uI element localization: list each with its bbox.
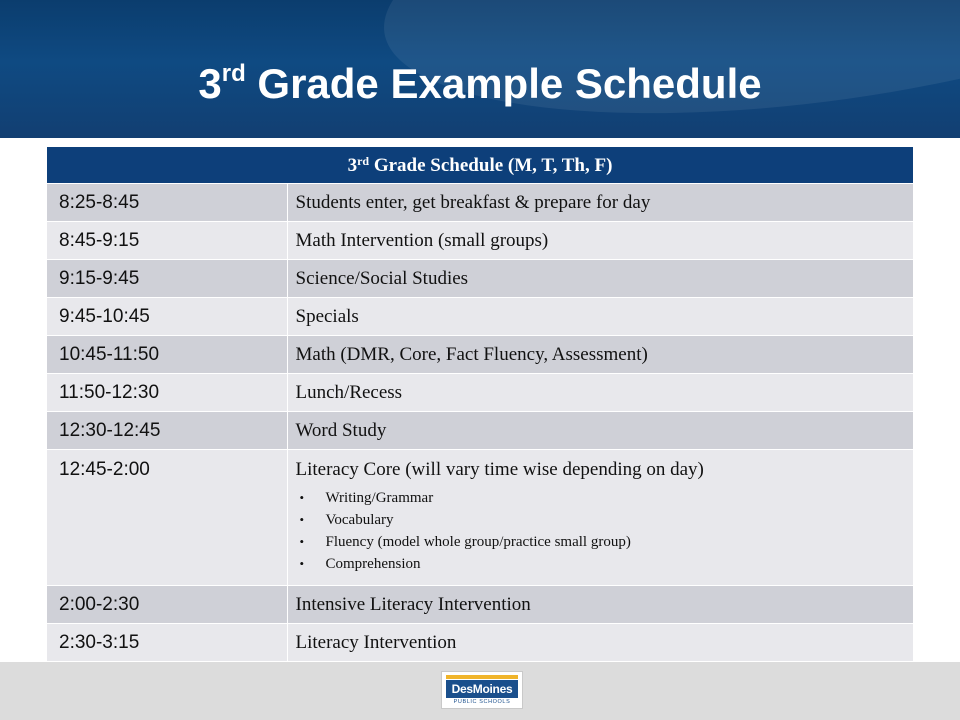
activity-text: Literacy Core (will vary time wise depending on day) xyxy=(295,459,704,480)
logo-gold-stripe xyxy=(446,675,518,679)
list-item: • Vocabulary xyxy=(296,509,913,531)
schedule-table-header: 3rd Grade Schedule (M, T, Th, F) xyxy=(47,147,913,184)
schedule-table xyxy=(47,147,914,661)
time-cell: 10:45-11:50 xyxy=(47,336,287,374)
time-cell: 9:45-10:45 xyxy=(47,298,287,336)
time-cell: 12:45-2:00 xyxy=(47,450,287,586)
activity-cell: Word Study xyxy=(287,412,913,450)
list-item: • Writing/Grammar xyxy=(296,487,913,509)
table-row xyxy=(47,184,913,222)
table-row xyxy=(47,412,913,450)
time-cell: 8:25-8:45 xyxy=(47,184,287,222)
table-row xyxy=(47,260,913,298)
list-item: • Comprehension xyxy=(296,553,913,575)
activity-subitems xyxy=(296,487,913,575)
table-row xyxy=(47,624,913,662)
table-row xyxy=(47,222,913,260)
activity-cell: Math (DMR, Core, Fact Fluency, Assessment) xyxy=(287,336,913,374)
time-cell: 2:30-3:15 xyxy=(47,624,287,662)
table-row xyxy=(47,298,913,336)
activity-cell: Students enter, get breakfast & prepare for day xyxy=(287,184,913,222)
page-title: 3rd Grade Example Schedule xyxy=(198,60,762,107)
time-cell: 12:30-12:45 xyxy=(47,412,287,450)
activity-cell: Specials xyxy=(287,298,913,336)
time-cell: 2:00-2:30 xyxy=(47,586,287,624)
table-row xyxy=(47,586,913,624)
table-row xyxy=(47,374,913,412)
activity-cell: Science/Social Studies xyxy=(287,260,913,298)
time-cell: 9:15-9:45 xyxy=(47,260,287,298)
activity-cell: Literacy Intervention xyxy=(287,624,913,662)
list-item: • Fluency (model whole group/practice small group) xyxy=(296,531,913,553)
time-cell: 11:50-12:30 xyxy=(47,374,287,412)
des-moines-logo xyxy=(441,671,523,709)
logo-name: DesMoines xyxy=(451,682,513,696)
activity-cell xyxy=(287,450,913,586)
activity-cell: Intensive Literacy Intervention xyxy=(287,586,913,624)
time-cell: 8:45-9:15 xyxy=(47,222,287,260)
activity-cell: Math Intervention (small groups) xyxy=(287,222,913,260)
logo-subtitle: PUBLIC SCHOOLS xyxy=(453,699,511,705)
activity-cell: Lunch/Recess xyxy=(287,374,913,412)
table-row xyxy=(47,450,913,586)
table-row xyxy=(47,336,913,374)
